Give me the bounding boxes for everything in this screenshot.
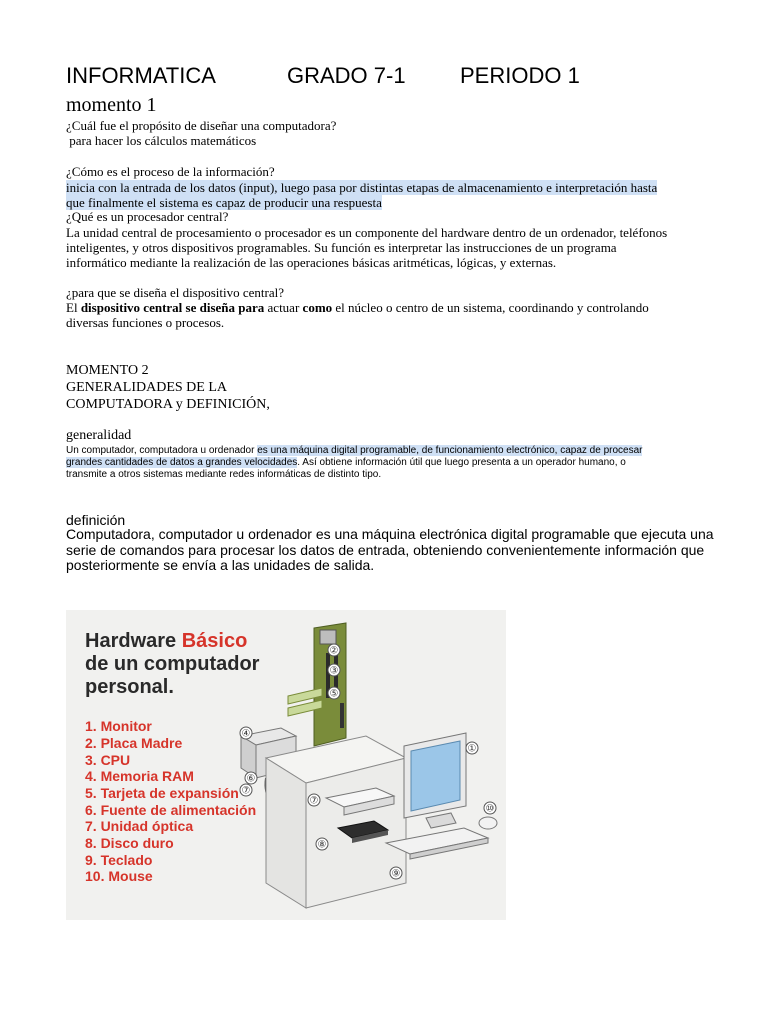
callout-label: ① [467, 743, 477, 755]
component-item: 7. Unidad óptica [85, 818, 194, 834]
momento2-line-2: GENERALIDADES DE LA [66, 380, 227, 395]
answer-2-line-2: que finalmente el sistema es capaz de producir una respuesta [66, 195, 382, 210]
question-4: ¿para que se diseña el dispositivo central? [66, 285, 285, 300]
answer-3-line-2: inteligentes, y otros dispositivos programables. Su función es interpretar las instrucciones de un programa [66, 240, 617, 255]
answer-4-part: actuar [264, 300, 303, 315]
answer-4-bold: dispositivo central se diseña para [80, 300, 265, 315]
answer-3-line-3: informático mediante la realización de las operaciones básicas aritméticas, lógicas, y externas. [66, 255, 557, 270]
callout-label: ⑦ [309, 795, 319, 807]
definicion-line-2: serie de comandos para procesar los datos de entrada, obteniendo convenientemente información que [66, 541, 705, 558]
pc-case-icon [266, 736, 406, 908]
callout-label: ⑨ [391, 868, 401, 880]
momento2-line-3: COMPUTADORA y DEFINICIÓN, [66, 397, 270, 412]
component-item: 8. Disco duro [85, 835, 174, 851]
component-item: 10. Mouse [85, 868, 153, 884]
component-item: 5. Tarjeta de expansión [85, 785, 239, 801]
figure-title-line-3: personal. [85, 676, 174, 698]
callout-label: ⑦ [241, 785, 251, 797]
callout-label: ③ [329, 665, 339, 677]
figure-title-line-1 [85, 630, 247, 653]
momento1-title: momento 1 [66, 94, 157, 116]
component-item: 2. Placa Madre [85, 735, 183, 751]
generalidad-text: Un computador, computadora u ordenador [66, 445, 258, 456]
figure-title-part: Hardware [85, 630, 182, 652]
question-1: ¿Cuál fue el propósito de diseñar una computadora? [66, 118, 337, 133]
component-item: 3. CPU [85, 752, 131, 768]
callout-label: ⑤ [329, 688, 339, 700]
generalidad-highlight: grandes cantidades de datos a grandes velocidades [66, 457, 298, 468]
answer-1: para hacer los cálculos matemáticos [66, 133, 257, 148]
hardware-figure [66, 610, 506, 920]
callout-label: ⑥ [246, 773, 256, 785]
answer-3-line-1: La unidad central de procesamiento o procesador es un componente del hardware dentro de un ordenador, teléfonos [66, 225, 668, 240]
definicion-line-3: posteriormente se envía a las unidades de salida. [66, 557, 375, 573]
momento2-line-1: MOMENTO 2 [66, 363, 149, 378]
callout-label: ② [329, 645, 339, 657]
component-item: 4. Memoria RAM [85, 768, 194, 784]
answer-4-part: El [66, 300, 81, 315]
figure-title-accent: Básico [181, 630, 248, 652]
callout-label: ⑩ [485, 803, 495, 815]
generalidad-line-1 [66, 445, 642, 457]
callout-label: ④ [241, 728, 251, 740]
component-item: 6. Fuente de alimentación [85, 802, 257, 818]
answer-4-bold: como [302, 300, 333, 315]
answer-4-line-1 [66, 300, 649, 315]
generalidad-highlight: es una máquina digital programable, de funcionamiento electrónico, capaz de procesar [257, 445, 643, 456]
subject-title: INFORMATICA [66, 63, 216, 88]
question-3: ¿Qué es un procesador central? [66, 209, 229, 224]
motherboard-icon [314, 623, 346, 746]
generalidad-heading: generalidad [66, 428, 132, 443]
momento2-heading [66, 362, 270, 413]
component-item: 9. Teclado [85, 852, 153, 868]
grade-title: GRADO 7-1 [287, 63, 406, 88]
component-item: 1. Monitor [85, 718, 152, 734]
generalidad-text: . Así obtiene información útil que luego presenta a un operador humano, o [297, 457, 626, 468]
definicion-line-1: Computadora, computador u ordenador es una máquina electrónica digital programable que ejecuta una [66, 526, 714, 542]
generalidad-line-2 [66, 457, 626, 469]
document-header [0, 63, 768, 89]
period-title: PERIODO 1 [460, 63, 580, 88]
generalidad-line-3: transmite a otros sistemas mediante redes informáticas de distinto tipo. [66, 469, 382, 480]
answer-4-line-2: diversas funciones o procesos. [66, 315, 225, 330]
question-2: ¿Cómo es el proceso de la información? [66, 164, 275, 179]
definicion-heading: definición [66, 512, 126, 528]
answer-4-part: el núcleo o centro de un sistema, coordinando y controlando [332, 300, 649, 315]
callout-label: ⑧ [317, 839, 327, 851]
answer-2-line-1: inicia con la entrada de los datos (input), luego pasa por distintas etapas de almacenamiento e interpretación hasta [66, 180, 658, 195]
monitor-icon [404, 733, 466, 828]
mouse-icon [479, 817, 497, 829]
computer-illustration [226, 618, 506, 918]
figure-title-line-2: de un computador [85, 653, 260, 675]
